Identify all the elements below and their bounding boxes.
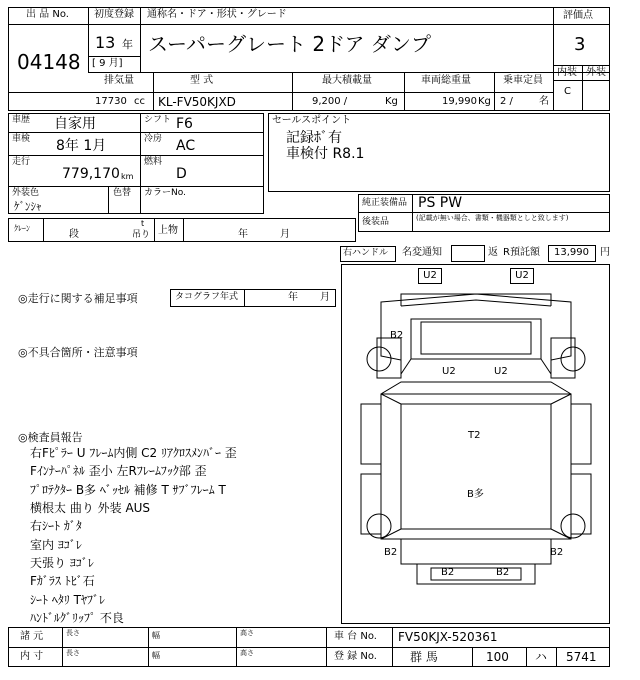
first-reg-label: 初度登録 xyxy=(94,9,134,20)
kei-mark: 返 xyxy=(488,247,498,258)
name-change-box xyxy=(451,245,485,262)
max-load: 9,200 / xyxy=(312,96,348,107)
displacement-unit: cc xyxy=(134,96,145,107)
inspector-line: ﾌﾟﾛﾃｸﾀｰ B多 ﾍﾞｯｾﾙ 補修 T ｻﾌﾞﾌﾚｰﾑ T xyxy=(30,483,226,497)
damage-u2-cab-left: U2 xyxy=(442,366,456,377)
exterior-label: 外装 xyxy=(586,67,606,78)
inspector-line: Fｲﾝﾅｰﾊﾟﾈﾙ 歪小 左Rﾌﾚｰﾑﾌｯｸ部 歪 xyxy=(30,464,207,478)
taka-2: 高さ xyxy=(240,649,254,657)
crane-t: t xyxy=(141,219,145,228)
haba-1: 幅 xyxy=(152,631,160,640)
lot-number: 04148 xyxy=(17,50,81,74)
history-label: 車歴 xyxy=(12,115,31,125)
crane-suri: 吊り xyxy=(132,230,151,240)
ac-label: 冷房 xyxy=(144,134,163,144)
reg-month: [ 9 月] xyxy=(92,58,123,69)
inspector-line: ｼｰﾄ ﾍﾀﾘ Tﾔﾌﾞﾚ xyxy=(30,593,105,607)
haba-2: 幅 xyxy=(152,651,160,660)
name-label: 通称名・ドア・形状・グレード xyxy=(147,9,287,20)
damage-b2-left-upper: B2 xyxy=(390,330,404,341)
r-fee-label: R預託額 xyxy=(503,247,540,258)
mileage: 779,170 xyxy=(62,166,120,182)
tacho-year: 年 xyxy=(288,292,298,303)
reg-number: 5741 xyxy=(566,650,597,664)
reg-area: 群 馬 xyxy=(410,650,438,664)
max-load-unit: Kg xyxy=(385,96,398,107)
crane-year: 年 xyxy=(238,229,248,240)
tacho-month: 月 xyxy=(320,292,330,303)
r-fee-unit: 円 xyxy=(600,247,610,258)
inspector-line: ﾊﾝﾄﾞﾙｸﾞﾘｯﾌﾟ 不良 xyxy=(30,611,124,625)
capacity-label: 乗車定員 xyxy=(503,75,543,86)
reg-class: 100 xyxy=(486,650,509,664)
chassis-label: 車 台 No. xyxy=(334,631,377,642)
model-label: 型 式 xyxy=(190,75,214,86)
damage-t2-bed: T2 xyxy=(468,430,481,441)
ac: AC xyxy=(176,138,196,154)
fuel: D xyxy=(176,166,187,182)
history: 自家用 xyxy=(54,116,96,132)
inspector-line: Fｶﾞﾗｽ ﾄﾋﾞ石 xyxy=(30,574,95,588)
capacity-unit: 名 xyxy=(539,96,549,107)
gross-weight: 19,990 xyxy=(442,96,477,107)
truck-diagram xyxy=(341,264,610,624)
mileage-label: 走行 xyxy=(12,157,31,167)
model-code: KL-FV50KJXD xyxy=(158,95,236,109)
mileage-unit: km xyxy=(121,172,134,181)
reg-year-unit: 年 xyxy=(122,38,133,51)
fuel-label: 燃料 xyxy=(144,157,163,167)
damage-b2-rear-left: B2 xyxy=(441,567,455,578)
crane-month: 月 xyxy=(280,229,290,240)
displacement: 17730 xyxy=(95,96,127,107)
details-frame xyxy=(8,113,264,214)
tacho-label: タコグラフ年式 xyxy=(175,292,239,302)
damage-b2-left-lower: B2 xyxy=(384,547,398,558)
max-load-label: 最大積載量 xyxy=(322,75,372,86)
crane-up-label: 上物 xyxy=(158,225,178,236)
shoshu-label: 諸 元 xyxy=(20,631,44,642)
interior-grade: C xyxy=(564,86,571,97)
inspector-line: 天張り ﾖｺﾞﾚ xyxy=(30,556,94,570)
chassis-number: FV50KJX-520361 xyxy=(398,630,498,644)
color-code-label: カラーNo. xyxy=(144,188,186,198)
ext-color-label: 外装色 xyxy=(12,188,40,198)
equip-label: 純正装備品 xyxy=(362,198,408,208)
damage-b2-right-lower: B2 xyxy=(550,547,564,558)
reg-year: 13 xyxy=(95,33,116,52)
sales-label: セールスポイント xyxy=(272,115,352,126)
inspector-line: 右Fﾋﾟﾗｰ U ﾌﾚｰﾑ内側 C2 ﾘｱｸﾛｽﾒﾝﾊﾞｰ 歪 xyxy=(30,446,237,460)
eval-label: 評価点 xyxy=(563,10,593,21)
inspector-line: 室内 ﾖｺﾞﾚ xyxy=(30,538,82,552)
r-fee: 13,990 xyxy=(554,247,589,258)
color-no-label: 色替 xyxy=(113,188,132,198)
ext-color: ｹﾞﾝｼｬ xyxy=(14,200,42,213)
model-name: スーパーグレート 2ドア ダンプ xyxy=(148,32,432,56)
displacement-label: 排気量 xyxy=(104,75,134,86)
damage-b2-rear-right: B2 xyxy=(496,567,510,578)
crane-label: ｸﾚｰﾝ xyxy=(14,224,30,233)
defect-label: ◎不具合箇所・注意事項 xyxy=(18,346,138,359)
inspection: 8年 1月 xyxy=(56,138,107,154)
inspector-line: 横根太 曲り 外装 AUS xyxy=(30,501,151,515)
naga-1: 長さ xyxy=(66,629,80,637)
reg-label: 登 録 No. xyxy=(334,651,377,662)
inspector-label: ◎検査員報告 xyxy=(18,431,83,444)
shift-label: シフト xyxy=(144,115,172,125)
damage-u2-front-left: U2 xyxy=(418,268,442,284)
damage-u2-front-right: U2 xyxy=(510,268,534,284)
damage-b-many: B多 xyxy=(467,489,484,500)
eval-score: 3 xyxy=(574,34,586,55)
interior-label: 内装 xyxy=(557,67,577,78)
inspection-label: 車検 xyxy=(12,134,31,144)
after-label: 後装品 xyxy=(362,217,390,227)
sales-line1: 記録ﾎﾞ有 xyxy=(286,130,342,146)
shift: F6 xyxy=(176,116,193,132)
taka-1: 高さ xyxy=(240,629,254,637)
naga-2: 長さ xyxy=(66,649,80,657)
gross-weight-unit: Kg xyxy=(478,96,491,107)
crane-dan: 段 xyxy=(69,229,79,240)
crane-row xyxy=(8,218,356,242)
lot-label: 出 品 No. xyxy=(26,9,69,20)
gross-weight-label: 車両総重量 xyxy=(421,75,471,86)
capacity: 2 / xyxy=(500,96,513,107)
sales-line2: 車検付 R8.1 xyxy=(286,146,365,162)
driving-label: ◎走行に関する補足事項 xyxy=(18,292,138,305)
equip-value: PS PW xyxy=(418,195,463,211)
naigai-label: 内 寸 xyxy=(20,651,44,662)
inspector-line: 右ｼｰﾄ ｶﾞﾀ xyxy=(30,519,82,533)
steering: 右ハンドル xyxy=(343,248,389,258)
name-change-label: 名変通知 xyxy=(402,247,442,258)
after-note: (記載が無い場合、書類・機器類としと致します) xyxy=(416,214,569,222)
damage-u2-cab-right: U2 xyxy=(494,366,508,377)
reg-kana: ハ xyxy=(535,650,548,664)
